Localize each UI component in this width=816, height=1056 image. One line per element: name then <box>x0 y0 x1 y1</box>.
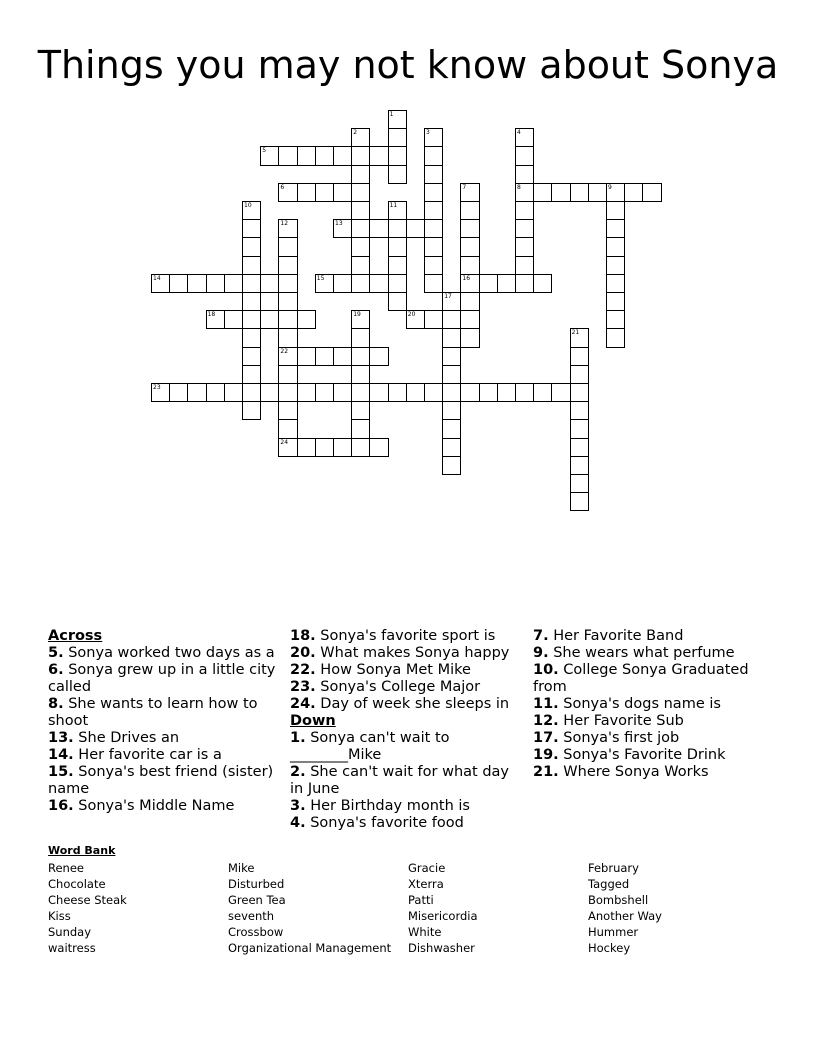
grid-cell[interactable] <box>442 383 461 402</box>
grid-cell[interactable] <box>297 438 316 457</box>
grid-cell[interactable] <box>242 365 261 384</box>
word-bank-item: Cheese Steak <box>48 893 127 907</box>
clue-text: Where Sonya Works <box>558 764 709 780</box>
clue-text: What makes Sonya happy <box>315 645 510 661</box>
clue-text: She can't wait for what day in June <box>290 764 509 797</box>
grid-cell[interactable] <box>242 219 261 238</box>
clue-number: 2. <box>290 764 306 780</box>
clue-number: 19. <box>533 747 559 763</box>
grid-cell[interactable] <box>442 438 461 457</box>
grid-cell[interactable] <box>424 310 443 329</box>
clue-number: 6. <box>48 662 64 678</box>
grid-cell[interactable] <box>388 256 407 275</box>
grid-cell[interactable] <box>570 383 589 402</box>
clue-text: Her Favorite Sub <box>558 713 684 729</box>
grid-number: 24 <box>280 438 289 446</box>
word-bank-item: February <box>588 861 639 875</box>
grid-cell[interactable] <box>442 292 461 311</box>
clue-number: 4. <box>290 815 306 831</box>
grid-cell[interactable] <box>278 183 297 202</box>
grid-cell[interactable] <box>278 237 297 256</box>
grid-cell[interactable] <box>351 201 370 220</box>
clue-number: 7. <box>533 628 549 644</box>
grid-cell[interactable] <box>442 347 461 366</box>
grid-cell[interactable] <box>606 328 625 347</box>
grid-cell[interactable] <box>297 347 316 366</box>
word-bank-item: Dishwasher <box>408 941 475 955</box>
word-bank-item: Green Tea <box>228 893 286 907</box>
grid-cell[interactable] <box>442 310 461 329</box>
clue <box>533 730 773 747</box>
grid-cell[interactable] <box>369 274 388 293</box>
grid-number: 9 <box>608 183 612 191</box>
grid-cell[interactable] <box>460 328 479 347</box>
grid-cell[interactable] <box>424 219 443 238</box>
clue-text: Sonya's favorite sport is <box>315 628 496 644</box>
across-heading: Across <box>48 628 103 644</box>
grid-cell[interactable] <box>278 146 297 165</box>
grid-cell[interactable] <box>351 347 370 366</box>
grid-cell[interactable] <box>242 310 261 329</box>
grid-cell[interactable] <box>315 347 334 366</box>
grid-number: 1 <box>389 111 394 118</box>
grid-cell[interactable] <box>642 183 661 202</box>
grid-cell[interactable] <box>497 383 516 402</box>
grid-cell[interactable] <box>242 328 261 347</box>
grid-cell[interactable] <box>369 146 388 165</box>
grid-cell[interactable] <box>442 456 461 475</box>
word-bank-item: Crossbow <box>228 925 284 939</box>
grid-cell[interactable] <box>278 438 297 457</box>
clue-text: Sonya's first job <box>558 730 680 746</box>
grid-cell[interactable] <box>388 219 407 238</box>
word-bank-item: Xterra <box>408 877 444 891</box>
grid-cell[interactable] <box>570 365 589 384</box>
grid-cell[interactable] <box>515 128 534 147</box>
grid-cell[interactable] <box>169 383 188 402</box>
clue <box>533 747 773 764</box>
grid-cell[interactable] <box>606 201 625 220</box>
grid-cell[interactable] <box>351 146 370 165</box>
grid-cell[interactable] <box>297 383 316 402</box>
word-bank-item: Kiss <box>48 909 71 923</box>
clue-text: Sonya's Middle Name <box>73 798 235 814</box>
grid-cell[interactable] <box>351 419 370 438</box>
clue-number: 9. <box>533 645 549 661</box>
grid-cell[interactable] <box>297 146 316 165</box>
grid-cell[interactable] <box>570 474 589 493</box>
grid-number: 8 <box>517 183 521 191</box>
grid-cell[interactable] <box>424 383 443 402</box>
clue-number: 8. <box>48 696 64 712</box>
grid-cell[interactable] <box>460 219 479 238</box>
clue-number: 3. <box>290 798 306 814</box>
grid-cell[interactable] <box>351 274 370 293</box>
grid-number: 21 <box>571 329 580 337</box>
grid-cell[interactable] <box>333 347 352 366</box>
clue <box>533 628 773 645</box>
clue-text: Sonya worked two days as a <box>63 645 275 661</box>
clue <box>290 696 518 713</box>
grid-cell[interactable] <box>388 110 407 129</box>
clue <box>48 764 276 798</box>
grid-cell[interactable] <box>606 183 625 202</box>
grid-cell[interactable] <box>333 383 352 402</box>
grid-cell[interactable] <box>570 328 589 347</box>
clue-number: 20. <box>290 645 316 661</box>
grid-cell[interactable] <box>315 183 334 202</box>
grid-cell[interactable] <box>351 237 370 256</box>
grid-cell[interactable] <box>515 256 534 275</box>
clue <box>290 730 518 764</box>
grid-cell[interactable] <box>424 128 443 147</box>
grid-cell[interactable] <box>369 383 388 402</box>
grid-cell[interactable] <box>278 310 297 329</box>
grid-cell[interactable] <box>388 146 407 165</box>
grid-cell[interactable] <box>424 201 443 220</box>
clue <box>48 730 276 747</box>
clue-text: Sonya's favorite food <box>305 815 464 831</box>
grid-cell[interactable] <box>570 419 589 438</box>
grid-cell[interactable] <box>515 219 534 238</box>
grid-cell[interactable] <box>606 310 625 329</box>
clue <box>533 645 773 662</box>
clue-text: Sonya's College Major <box>315 679 481 695</box>
grid-cell[interactable] <box>351 219 370 238</box>
grid-cell[interactable] <box>406 219 425 238</box>
grid-cell[interactable] <box>260 274 279 293</box>
clue-text: She Drives an <box>73 730 180 746</box>
clue <box>48 747 276 764</box>
word-bank-item: Disturbed <box>228 877 285 891</box>
grid-cell[interactable] <box>369 438 388 457</box>
word-bank-item: Misericordia <box>408 909 478 923</box>
clue <box>290 798 518 815</box>
clue-number: 18. <box>290 628 316 644</box>
grid-cell[interactable] <box>442 365 461 384</box>
grid-cell[interactable] <box>242 383 261 402</box>
grid-cell[interactable] <box>388 165 407 184</box>
grid-cell[interactable] <box>388 237 407 256</box>
word-bank-item: Bombshell <box>588 893 649 907</box>
grid-cell[interactable] <box>424 165 443 184</box>
grid-number: 13 <box>335 220 343 228</box>
clue <box>533 696 773 713</box>
grid-cell[interactable] <box>606 274 625 293</box>
clue-text: Day of week she sleeps in <box>315 696 510 712</box>
grid-cell[interactable] <box>424 274 443 293</box>
grid-cell[interactable] <box>278 256 297 275</box>
grid-cell[interactable] <box>606 237 625 256</box>
clues-column-1 <box>48 628 276 815</box>
grid-cell[interactable] <box>460 201 479 220</box>
grid-cell[interactable] <box>333 146 352 165</box>
clue <box>290 645 518 662</box>
grid-cell[interactable] <box>570 401 589 420</box>
grid-number: 10 <box>244 202 252 209</box>
grid-number: 2 <box>353 129 358 137</box>
word-bank-item: seventh <box>228 909 275 923</box>
grid-cell[interactable] <box>242 201 261 220</box>
clue <box>290 628 518 645</box>
word-bank-item: Sunday <box>48 925 92 939</box>
grid-cell[interactable] <box>278 274 297 293</box>
clue <box>48 798 276 815</box>
grid-cell[interactable] <box>588 183 607 202</box>
clue-number: 5. <box>48 645 64 661</box>
grid-cell[interactable] <box>424 183 443 202</box>
grid-cell[interactable] <box>351 165 370 184</box>
clue-number: 22. <box>290 662 316 678</box>
grid-cell[interactable] <box>151 274 170 293</box>
grid-cell[interactable] <box>479 383 498 402</box>
grid-cell[interactable] <box>606 292 625 311</box>
grid-cell[interactable] <box>278 347 297 366</box>
grid-number: 5 <box>262 147 267 155</box>
grid-cell[interactable] <box>351 438 370 457</box>
clue-number: 11. <box>533 696 559 712</box>
grid-cell[interactable] <box>533 383 552 402</box>
grid-cell[interactable] <box>278 383 297 402</box>
grid-cell[interactable] <box>351 256 370 275</box>
grid-cell[interactable] <box>551 183 570 202</box>
grid-cell[interactable] <box>515 165 534 184</box>
grid-cell[interactable] <box>351 365 370 384</box>
grid-cell[interactable] <box>460 274 479 293</box>
clue-number: 13. <box>48 730 74 746</box>
grid-cell[interactable] <box>533 274 552 293</box>
grid-cell[interactable] <box>187 274 206 293</box>
grid-cell[interactable] <box>351 383 370 402</box>
grid-cell[interactable] <box>206 274 225 293</box>
grid-cell[interactable] <box>369 347 388 366</box>
grid-number: 6 <box>280 183 285 191</box>
grid-cell[interactable] <box>533 183 552 202</box>
word-bank-item: Chocolate <box>48 877 106 891</box>
clue <box>48 662 276 696</box>
grid-number: 14 <box>153 274 161 282</box>
clue-text: Her Favorite Band <box>548 628 684 644</box>
clue-text: Sonya grew up in a little city called <box>48 662 276 695</box>
grid-cell[interactable] <box>369 219 388 238</box>
grid-cell[interactable] <box>242 237 261 256</box>
grid-cell[interactable] <box>624 183 643 202</box>
grid-cell[interactable] <box>260 310 279 329</box>
grid-cell[interactable] <box>278 419 297 438</box>
grid-number: 22 <box>280 347 289 355</box>
grid-cell[interactable] <box>606 219 625 238</box>
grid-cell[interactable] <box>497 274 516 293</box>
grid-cell[interactable] <box>297 183 316 202</box>
clue <box>48 696 276 730</box>
clue <box>290 815 518 832</box>
grid-cell[interactable] <box>278 328 297 347</box>
clue-text: Sonya's Favorite Drink <box>558 747 726 763</box>
grid-cell[interactable] <box>315 438 334 457</box>
word-bank-item: Mike <box>228 861 255 875</box>
grid-cell[interactable] <box>460 292 479 311</box>
grid-cell[interactable] <box>460 256 479 275</box>
grid-cell[interactable] <box>606 256 625 275</box>
grid-number: 3 <box>426 129 430 137</box>
grid-number: 18 <box>207 311 216 319</box>
grid-cell[interactable] <box>333 438 352 457</box>
clue <box>290 662 518 679</box>
grid-number: 17 <box>444 293 452 300</box>
grid-number: 16 <box>462 274 471 282</box>
grid-cell[interactable] <box>388 292 407 311</box>
grid-cell[interactable] <box>424 237 443 256</box>
grid-cell[interactable] <box>479 274 498 293</box>
grid-cell[interactable] <box>515 274 534 293</box>
grid-cell[interactable] <box>570 183 589 202</box>
grid-number: 4 <box>517 129 521 137</box>
grid-cell[interactable] <box>388 201 407 220</box>
grid-cell[interactable] <box>388 128 407 147</box>
grid-number: 12 <box>280 220 289 228</box>
grid-cell[interactable] <box>242 274 261 293</box>
grid-cell[interactable] <box>242 292 261 311</box>
grid-cell[interactable] <box>278 401 297 420</box>
clue-text: Sonya can't wait to ________Mike <box>290 730 450 763</box>
grid-cell[interactable] <box>351 128 370 147</box>
grid-cell[interactable] <box>515 183 534 202</box>
clue-number: 14. <box>48 747 74 763</box>
clues-column-2 <box>290 628 518 832</box>
grid-cell[interactable] <box>460 383 479 402</box>
grid-cell[interactable] <box>187 383 206 402</box>
grid-cell[interactable] <box>406 383 425 402</box>
clue-text: She wears what perfume <box>548 645 735 661</box>
clue-number: 15. <box>48 764 74 780</box>
clue-number: 17. <box>533 730 559 746</box>
clue-text: Sonya's best friend (sister) name <box>48 764 274 797</box>
grid-cell[interactable] <box>442 419 461 438</box>
clue <box>533 713 773 730</box>
grid-number: 15 <box>316 274 325 282</box>
word-bank-item: Another Way <box>588 909 662 923</box>
word-bank-item: Gracie <box>408 861 446 875</box>
word-bank-item: Organizational Management <box>228 941 392 955</box>
grid-cell[interactable] <box>388 274 407 293</box>
grid-cell[interactable] <box>570 438 589 457</box>
word-bank-item: Tagged <box>588 877 630 891</box>
clue-number: 12. <box>533 713 559 729</box>
word-bank-item: Renee <box>48 861 84 875</box>
grid-cell[interactable] <box>242 401 261 420</box>
down-heading: Down <box>290 713 336 729</box>
grid-cell[interactable] <box>515 383 534 402</box>
clue-number: 23. <box>290 679 316 695</box>
clue-text: She wants to learn how to shoot <box>48 696 258 729</box>
grid-cell[interactable] <box>206 310 225 329</box>
grid-cell[interactable] <box>224 383 243 402</box>
grid-cell[interactable] <box>224 274 243 293</box>
grid-cell[interactable] <box>333 183 352 202</box>
grid-cell[interactable] <box>333 219 352 238</box>
grid-cell[interactable] <box>406 310 425 329</box>
grid-cell[interactable] <box>570 492 589 511</box>
grid-cell[interactable] <box>388 383 407 402</box>
clue-text: Sonya's dogs name is <box>558 696 721 712</box>
clue-text: Her favorite car is a <box>73 747 222 763</box>
clue-text: How Sonya Met Mike <box>315 662 471 678</box>
clue <box>533 662 773 696</box>
grid-cell[interactable] <box>206 383 225 402</box>
grid-cell[interactable] <box>515 201 534 220</box>
grid-number: 11 <box>389 202 398 209</box>
grid-number: 23 <box>153 384 161 391</box>
grid-cell[interactable] <box>278 292 297 311</box>
clue <box>533 764 773 781</box>
grid-cell[interactable] <box>442 328 461 347</box>
page-title: Things you may not know about Sonya <box>37 43 779 87</box>
grid-cell[interactable] <box>551 383 570 402</box>
clue-number: 1. <box>290 730 306 746</box>
word-bank-item: White <box>408 925 442 939</box>
grid-cell[interactable] <box>278 365 297 384</box>
clue <box>290 679 518 696</box>
grid-cell[interactable] <box>351 183 370 202</box>
word-bank-item: Patti <box>408 893 434 907</box>
clue-text: College Sonya Graduated from <box>533 662 749 695</box>
clue-text: Her Birthday month is <box>305 798 470 814</box>
grid-cell[interactable] <box>424 256 443 275</box>
grid-cell[interactable] <box>515 146 534 165</box>
clue <box>290 764 518 798</box>
grid-cell[interactable] <box>442 401 461 420</box>
grid-cell[interactable] <box>351 328 370 347</box>
word-bank-item: waitress <box>48 941 96 955</box>
grid-number: 7 <box>462 183 467 191</box>
grid-cell[interactable] <box>278 219 297 238</box>
grid-number: 20 <box>407 311 416 319</box>
clue-number: 21. <box>533 764 559 780</box>
grid-cell[interactable] <box>460 183 479 202</box>
grid-cell[interactable] <box>242 256 261 275</box>
grid-cell[interactable] <box>570 456 589 475</box>
clue-number: 10. <box>533 662 559 678</box>
grid-cell[interactable] <box>169 274 188 293</box>
word-bank-item: Hummer <box>588 925 639 939</box>
grid-cell[interactable] <box>515 237 534 256</box>
grid-cell[interactable] <box>151 383 170 402</box>
grid-cell[interactable] <box>570 347 589 366</box>
grid-cell[interactable] <box>460 310 479 329</box>
clues-column-3 <box>533 628 773 781</box>
grid-cell[interactable] <box>260 383 279 402</box>
grid-cell[interactable] <box>424 146 443 165</box>
grid-cell[interactable] <box>351 310 370 329</box>
grid-cell[interactable] <box>315 383 334 402</box>
grid-cell[interactable] <box>315 146 334 165</box>
grid-cell[interactable] <box>297 310 316 329</box>
clue-number: 16. <box>48 798 74 814</box>
clue-number: 24. <box>290 696 316 712</box>
grid-cell[interactable] <box>242 347 261 366</box>
word-bank-item: Hockey <box>588 941 631 955</box>
word-bank-title: Word Bank <box>48 844 116 857</box>
grid-cell[interactable] <box>315 274 334 293</box>
grid-cell[interactable] <box>260 146 279 165</box>
clue <box>48 645 276 662</box>
grid-number: 19 <box>353 311 361 319</box>
grid-cell[interactable] <box>224 310 243 329</box>
grid-cell[interactable] <box>333 274 352 293</box>
grid-cell[interactable] <box>460 237 479 256</box>
grid-cell[interactable] <box>351 401 370 420</box>
